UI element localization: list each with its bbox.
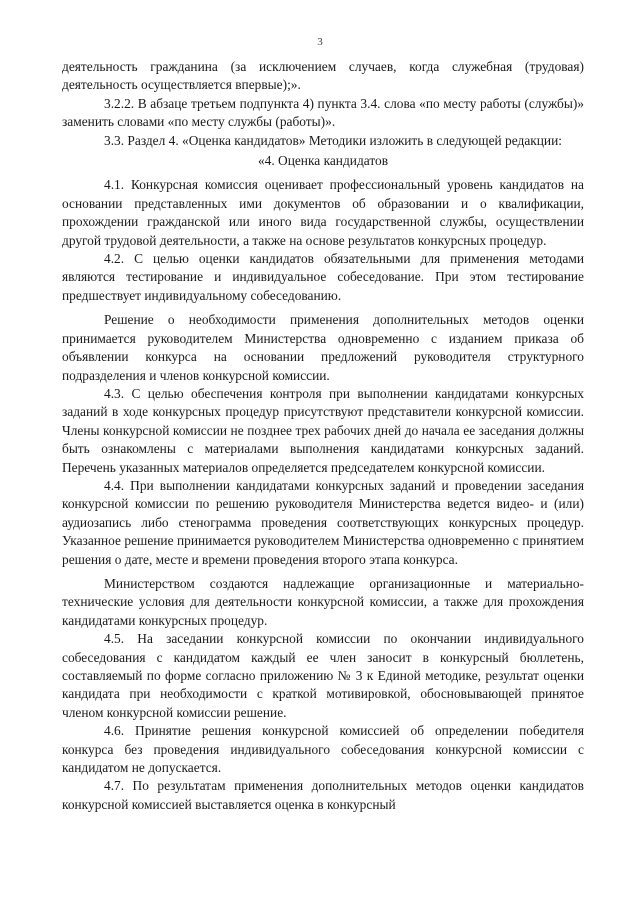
- paragraph-conditions: Министерством создаются надлежащие организационные и материально-технические условия для деятельности конкурсной комиссии, а также для прохождения кандидатами конкурсных процедур.: [62, 575, 584, 628]
- paragraph-additional-methods: Решение о необходимости применения дополнительных методов оценки принимается руководителем Министерства одновременно с изданием приказа об объявлении конкурса на основании предложений руководителя структурного подразделения и членов конкурсной комиссии.: [62, 312, 584, 383]
- paragraph-4-6: 4.6. Принятие решения конкурсной комиссией об определении победителя конкурса без проведения индивидуального собеседования конкурсной комиссии с кандидатом не допускается.: [62, 723, 584, 776]
- paragraph-4-2: 4.2. С целью оценки кандидатов обязательными для применения методами являются тестирование и индивидуальное собеседование. При этом тестирование предшествует индивидуальному собеседованию.: [62, 251, 584, 303]
- paragraph-4-3: 4.3. С целью обеспечения контроля при выполнении кандидатами конкурсных заданий в ходе конкурсных процедур присутствуют представители конкурсной комиссии. Члены конкурсной комиссии не позднее трех рабочих дней до начала ее заседания должны быть ознакомлены с материалами выполнения кандидатами конкурсных заданий. Перечень указанных материалов определяется председателем конкурсной комиссии.: [62, 385, 584, 475]
- paragraph-continuation: деятельность гражданина (за исключением случаев, когда служебная (трудовая) деятельность осуществляется впервые);».: [62, 59, 584, 93]
- page-number: 3: [317, 36, 323, 48]
- paragraph-4-1: 4.1. Конкурсная комиссия оценивает профессиональный уровень кандидатов на основании представленных ими документов об образовании и о квалификации, прохождении гражданской или иного вида государственной службы, осуществлении другой трудовой деятельности, а также на основе результатов конкурсных процедур.: [62, 177, 584, 248]
- paragraph-4-4: 4.4. При выполнении кандидатами конкурсных заданий и проведении заседания конкурсной комиссии по решению руководителя Министерства ведется видео- и (или) аудиозапись либо стенограмма проведения соответствующих конкурсных процедур. Указанное решение принимается руководителем Министерства одновременно с принятием решения о дате, месте и времени проведения второго этапа конкурса.: [62, 477, 584, 567]
- section-heading: «4. Оценка кандидатов: [257, 153, 389, 169]
- paragraph-3-3: 3.3. Раздел 4. «Оценка кандидатов» Методики изложить в следующей редакции:: [104, 132, 562, 148]
- document-body: [62, 58, 584, 814]
- paragraph-4-7: 4.7. По результатам применения дополнительных методов оценки кандидатов конкурсной комиссией выставляется оценка в конкурсный: [62, 778, 584, 812]
- paragraph-4-5: 4.5. На заседании конкурсной комиссии по окончании индивидуального собеседования с кандидатом каждый ее член заносит в конкурсный бюллетень, составляемый по форме согласно приложению № 3 к Единой методике, результат оценки кандидата при необходимости с краткой мотивировкой, обосновывающей принятое членом конкурсной комиссии решение.: [62, 631, 584, 720]
- paragraph-3-2-2: 3.2.2. В абзаце третьем подпункта 4) пункта 3.4. слова «по месту работы (службы)» заменить словами «по месту службы (работы)».: [62, 95, 584, 130]
